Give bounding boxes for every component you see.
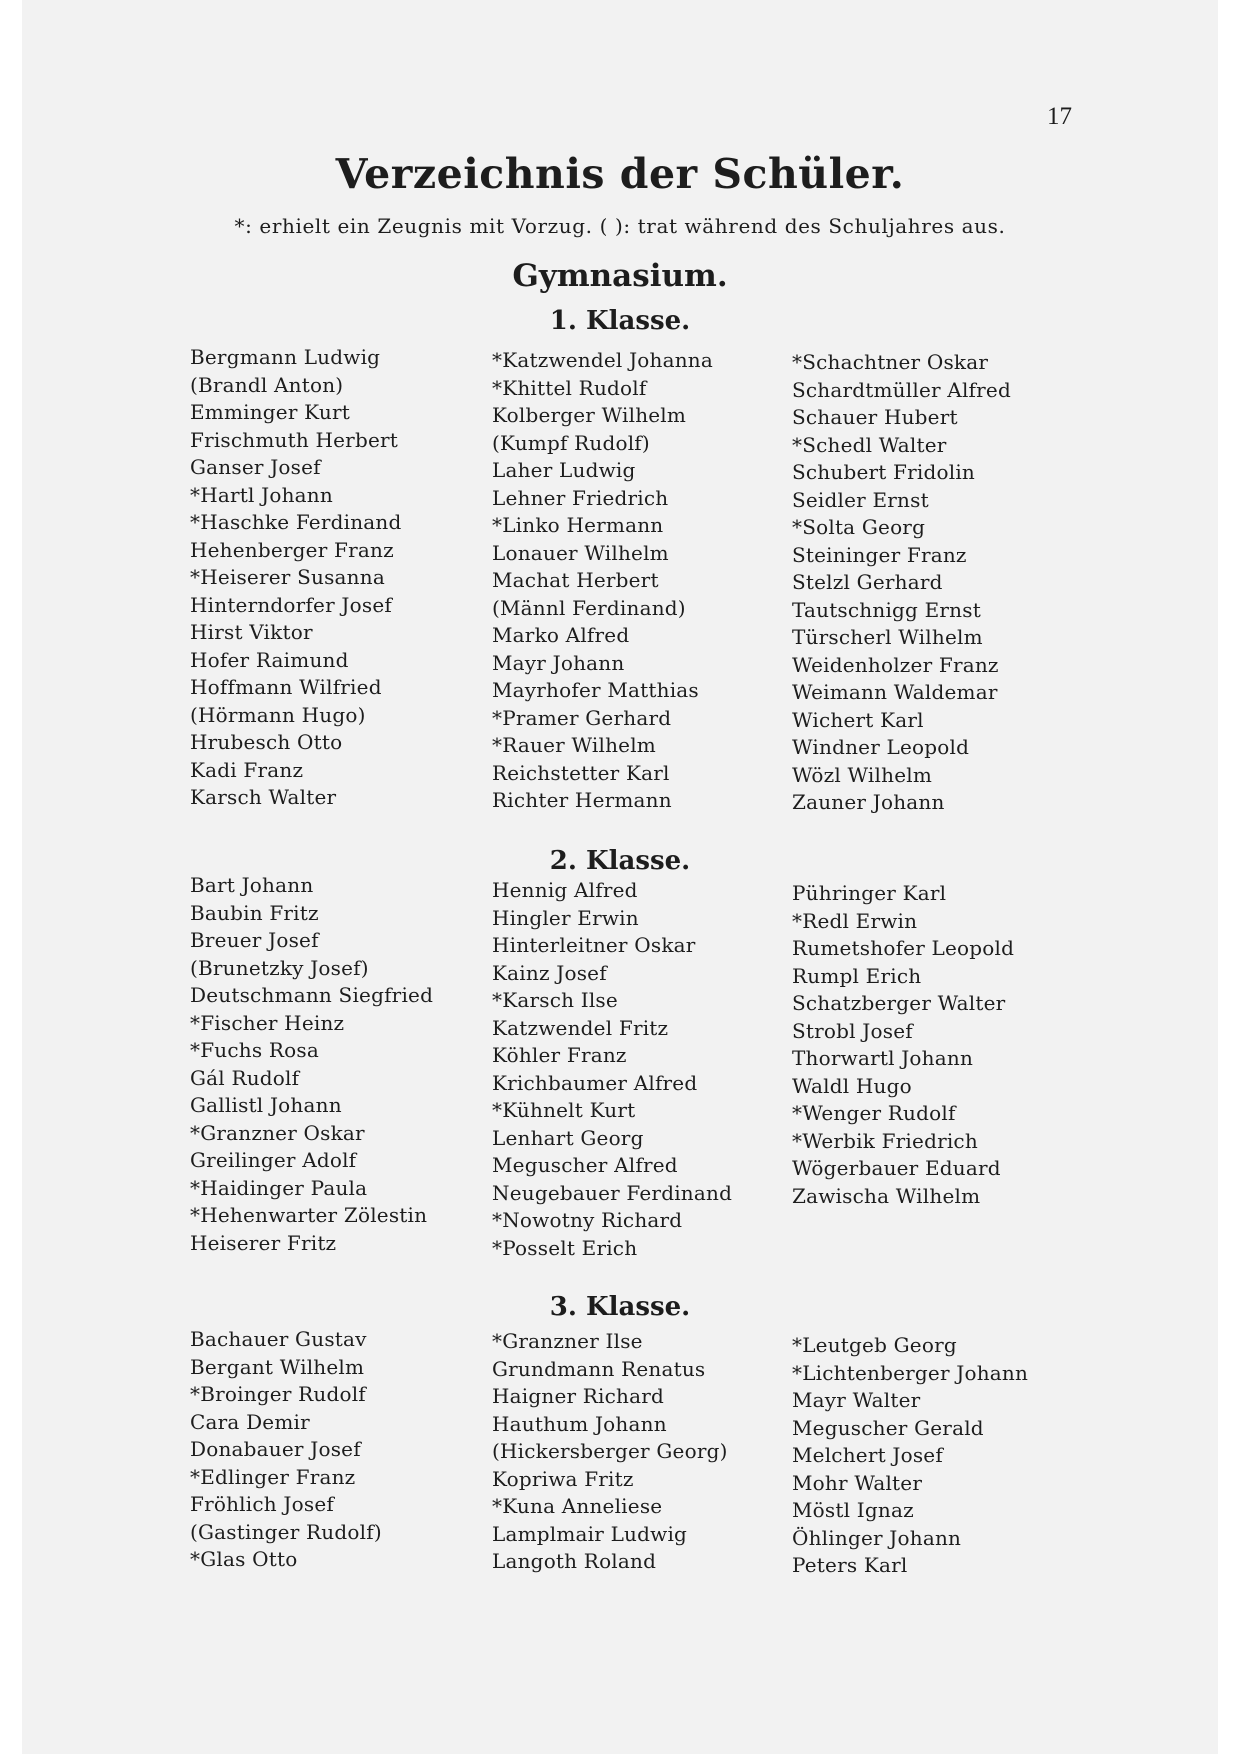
student-name: *Granzner Ilse xyxy=(492,1329,643,1353)
student-name: Windner Leopold xyxy=(792,735,970,759)
student-name: *Rauer Wilhelm xyxy=(492,733,656,757)
student-name: Wögerbauer Eduard xyxy=(792,1156,1001,1180)
student-name: Wichert Karl xyxy=(792,707,924,732)
student-name: *Khittel Rudolf xyxy=(492,375,647,400)
class-1-column-2 xyxy=(492,347,713,815)
student-name: Peters Karl xyxy=(792,1553,908,1577)
student-name: Melchert Josef xyxy=(792,1443,943,1467)
student-name: (Hickersberger Georg) xyxy=(492,1439,728,1463)
student-name: *Schedl Walter xyxy=(792,432,947,457)
student-name: Karsch Walter xyxy=(190,785,337,809)
student-name: Strobl Josef xyxy=(792,1018,913,1043)
student-name: Cara Demir xyxy=(190,1409,310,1434)
student-name: Meguscher Alfred xyxy=(492,1153,678,1177)
student-name: (Hörmann Hugo) xyxy=(190,702,366,727)
student-name: *Nowotny Richard xyxy=(492,1208,683,1232)
student-name: Bergant Wilhelm xyxy=(190,1354,365,1379)
student-name: (Brandl Anton) xyxy=(190,372,344,397)
student-name: Bart Johann xyxy=(190,873,314,897)
student-name: Richter Hermann xyxy=(492,788,672,812)
student-name: Hrubesch Otto xyxy=(190,730,343,754)
student-name: Marko Alfred xyxy=(492,623,630,647)
student-name: Meguscher Gerald xyxy=(792,1415,984,1440)
student-name: Bachauer Gustav xyxy=(190,1327,367,1351)
student-name: Schatzberger Walter xyxy=(792,991,1006,1015)
student-name: Machat Herbert xyxy=(492,568,659,592)
student-name: Hehenberger Franz xyxy=(190,537,394,562)
student-name: Lonauer Wilhelm xyxy=(492,540,669,565)
student-name: *Glas Otto xyxy=(190,1547,298,1571)
student-name: Rumpl Erich xyxy=(792,963,922,988)
student-name: Hennig Alfred xyxy=(492,878,638,902)
student-name: Haigner Richard xyxy=(492,1384,665,1408)
student-name: Lehner Friedrich xyxy=(492,485,669,510)
student-name: *Broinger Rudolf xyxy=(190,1382,366,1406)
class-1-column-3 xyxy=(792,349,1011,817)
student-name: Hirst Viktor xyxy=(190,620,313,644)
student-name: Baubin Fritz xyxy=(190,900,319,925)
class-3-column-3 xyxy=(792,1332,1028,1580)
student-name: Rumetshofer Leopold xyxy=(792,936,1015,960)
student-name: Wözl Wilhelm xyxy=(792,762,933,787)
student-name: Seidler Ernst xyxy=(792,487,929,512)
student-name: Gál Rudolf xyxy=(190,1065,300,1090)
student-name: Kopriwa Fritz xyxy=(492,1466,634,1491)
class-3-column-1 xyxy=(190,1326,382,1574)
student-name: *Wenger Rudolf xyxy=(792,1101,956,1125)
student-name: Mayrhofer Matthias xyxy=(492,678,699,702)
student-name: Schauer Hubert xyxy=(792,405,958,429)
class-2-column-2 xyxy=(492,877,732,1262)
student-name: Tautschnigg Ernst xyxy=(792,597,981,622)
student-name: Hinterndorfer Josef xyxy=(190,592,392,617)
student-name: (Brunetzky Josef) xyxy=(190,955,369,980)
class-1-column-1 xyxy=(190,344,402,812)
student-name: Thorwartl Johann xyxy=(792,1046,974,1070)
student-name: Frischmuth Herbert xyxy=(190,427,398,452)
student-name: Pühringer Karl xyxy=(792,881,947,905)
student-name: *Fischer Heinz xyxy=(190,1010,345,1035)
student-name: *Schachtner Oskar xyxy=(792,350,989,374)
student-name: *Pramer Gerhard xyxy=(492,705,672,730)
student-name: Hofer Raimund xyxy=(190,647,349,672)
student-name: *Edlinger Franz xyxy=(190,1464,356,1489)
page-number: 17 xyxy=(1047,103,1072,130)
student-name: Heiserer Fritz xyxy=(190,1230,337,1255)
student-name: Katzwendel Fritz xyxy=(492,1015,669,1040)
student-name: Neugebauer Ferdinand xyxy=(492,1180,733,1205)
page-title: Verzeichnis der Schüler. xyxy=(335,150,905,198)
legend-note: *: erhielt ein Zeugnis mit Vorzug. ( ): trat während des Schuljahres aus. xyxy=(234,214,1006,238)
student-name: *Haschke Ferdinand xyxy=(190,510,402,534)
student-name: Steininger Franz xyxy=(792,542,967,567)
student-name: Kolberger Wilhelm xyxy=(492,403,687,427)
student-name: *Werbik Friedrich xyxy=(792,1128,978,1153)
student-name: Köhler Franz xyxy=(492,1043,627,1067)
class-2-column-3 xyxy=(792,880,1014,1210)
student-name: Hoffmann Wilfried xyxy=(190,675,382,699)
student-name: Gallistl Johann xyxy=(190,1093,342,1117)
student-name: Hingler Erwin xyxy=(492,905,639,930)
student-name: Schardtmüller Alfred xyxy=(792,377,1011,402)
student-name: Lenhart Georg xyxy=(492,1125,644,1150)
student-name: *Leutgeb Georg xyxy=(792,1333,957,1357)
student-name: Mayr Walter xyxy=(792,1388,921,1412)
student-name: Weidenholzer Franz xyxy=(792,652,999,677)
student-name: *Granzner Oskar xyxy=(190,1120,365,1145)
student-name: Öhlinger Johann xyxy=(792,1525,962,1550)
student-name: *Hartl Johann xyxy=(190,482,333,507)
student-name: *Solta Georg xyxy=(792,515,926,539)
student-name: Reichstetter Karl xyxy=(492,760,670,785)
student-name: Grundmann Renatus xyxy=(492,1356,706,1381)
student-name: Kadi Franz xyxy=(190,757,304,782)
student-name: Donabauer Josef xyxy=(190,1437,361,1461)
section-title-gymnasium: Gymnasium. xyxy=(512,258,728,294)
student-name: *Hehenwarter Zölestin xyxy=(190,1203,428,1227)
student-name: *Kuna Anneliese xyxy=(492,1494,663,1518)
student-name: (Kumpf Rudolf) xyxy=(492,430,650,455)
student-name: (Gastinger Rudolf) xyxy=(190,1519,382,1544)
class-3-column-2 xyxy=(492,1328,728,1576)
student-name: Türscherl Wilhelm xyxy=(792,625,983,649)
student-name: Waldl Hugo xyxy=(792,1073,912,1098)
student-name: *Fuchs Rosa xyxy=(190,1038,319,1062)
student-name: Laher Ludwig xyxy=(492,458,636,482)
class-2-heading: 2. Klasse. xyxy=(549,846,691,876)
student-name: Emminger Kurt xyxy=(190,400,350,424)
student-name: Hinterleitner Oskar xyxy=(492,933,696,957)
student-name: Möstl Ignaz xyxy=(792,1498,914,1522)
student-name: *Heiserer Susanna xyxy=(190,565,385,589)
student-name: *Kühnelt Kurt xyxy=(492,1098,636,1122)
student-name: Lamplmair Ludwig xyxy=(492,1521,688,1546)
student-name: *Haidinger Paula xyxy=(190,1175,368,1200)
student-name: *Linko Hermann xyxy=(492,513,664,537)
student-name: *Redl Erwin xyxy=(792,908,918,933)
student-name: Krichbaumer Alfred xyxy=(492,1070,698,1095)
student-name: *Katzwendel Johanna xyxy=(492,348,714,372)
student-name: Zauner Johann xyxy=(792,790,945,814)
student-name: Mayr Johann xyxy=(492,650,625,675)
student-name: (Männl Ferdinand) xyxy=(492,595,686,620)
student-name: Breuer Josef xyxy=(190,928,319,952)
student-name: Langoth Roland xyxy=(492,1549,657,1573)
student-name: Zawischa Wilhelm xyxy=(792,1183,981,1208)
student-name: Ganser Josef xyxy=(190,455,321,479)
student-name: Mohr Walter xyxy=(792,1470,923,1495)
student-name: Fröhlich Josef xyxy=(190,1492,334,1516)
student-name: Deutschmann Siegfried xyxy=(190,983,434,1007)
student-name: Stelzl Gerhard xyxy=(792,570,943,594)
class-3-heading: 3. Klasse. xyxy=(549,1292,691,1322)
student-name: Kainz Josef xyxy=(492,960,607,985)
student-name: *Posselt Erich xyxy=(492,1235,638,1260)
student-name: Weimann Waldemar xyxy=(792,680,998,704)
class-1-heading: 1. Klasse. xyxy=(549,306,691,336)
student-name: *Karsch Ilse xyxy=(492,988,618,1012)
student-name: Hauthum Johann xyxy=(492,1411,667,1436)
student-name: Schubert Fridolin xyxy=(792,460,976,484)
student-name: *Lichtenberger Johann xyxy=(792,1360,1029,1385)
class-2-column-1 xyxy=(190,872,433,1257)
student-name: Greilinger Adolf xyxy=(190,1148,357,1172)
student-name: Bergmann Ludwig xyxy=(190,345,381,369)
